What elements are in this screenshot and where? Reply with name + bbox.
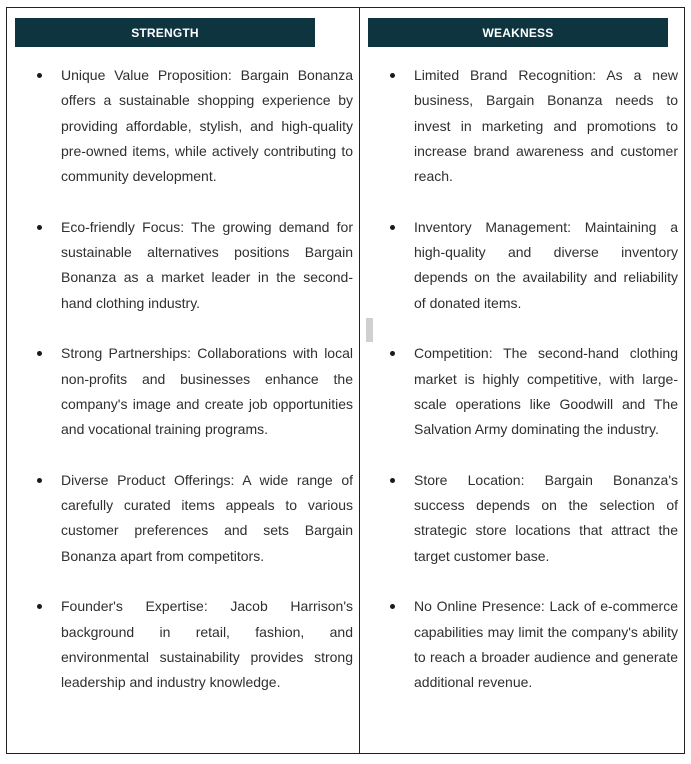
scroll-marker [366,318,373,342]
list-item-text: Eco-friendly Focus: The growing demand for sustainable alternatives positions Bargain Bonanza as a market leader in the second-hand clothing industry. [61,218,353,311]
list-item-text: No Online Presence: Lack of e-commerce capabilities may limit the company's ability to reach a broader audience and generate additional revenue. [414,598,678,691]
bullet-icon [390,73,395,78]
strength-header: STRENGTH [15,18,315,47]
list-item [34,63,353,189]
weakness-header: WEAKNESS [368,18,668,47]
bullet-icon [390,478,395,483]
list-item-text: Strong Partnerships: Collaborations with local non-profits and businesses enhance the company's image and create job opportunities and vocational training programs. [61,345,353,438]
swot-table [6,7,685,754]
bullet-icon [37,73,42,78]
list-item [387,594,678,695]
list-item [387,468,678,569]
list-item [34,341,353,442]
bullet-icon [37,225,42,230]
list-item [387,215,678,316]
list-item [34,594,353,695]
strength-column [7,8,360,753]
bullet-icon [37,604,42,609]
bullet-icon [37,478,42,483]
bullet-icon [37,351,42,356]
list-item-text: Competition: The second-hand clothing market is highly competitive, with large-scale operations like Goodwill and The Salvation Army dominating the industry. [414,345,678,438]
list-item-text: Limited Brand Recognition: As a new business, Bargain Bonanza needs to invest in marketing and promotions to increase brand awareness and customer reach. [414,67,678,185]
list-item-text: Founder's Expertise: Jacob Harrison's background in retail, fashion, and environmental sustainability provides strong leadership and industry knowledge. [61,598,353,691]
list-item [34,468,353,569]
bullet-icon [390,225,395,230]
weakness-column [360,8,684,753]
list-item-text: Inventory Management: Maintaining a high-quality and diverse inventory depends on the availability and reliability of donated items. [414,218,678,311]
bullet-icon [390,351,395,356]
weakness-list [387,63,678,721]
list-item [387,341,678,442]
list-item [387,63,678,189]
list-item [34,215,353,316]
list-item-text: Store Location: Bargain Bonanza's success depends on the selection of strategic store locations that attract the target customer base. [414,471,678,564]
list-item-text: Unique Value Proposition: Bargain Bonanza offers a sustainable shopping experience by providing affordable, stylish, and high-quality pre-owned items, while actively contributing to community development. [61,67,353,185]
list-item-text: Diverse Product Offerings: A wide range of carefully curated items appeals to various customer preferences and sets Bargain Bonanza apart from competitors. [61,471,353,564]
strength-list [34,63,353,721]
bullet-icon [390,604,395,609]
